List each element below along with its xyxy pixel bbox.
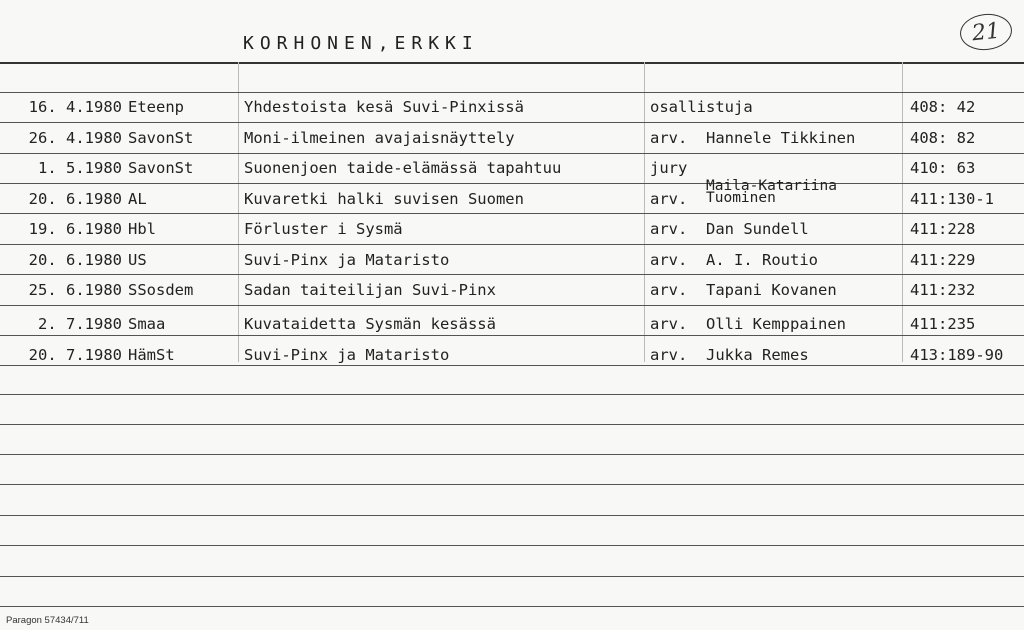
card-number-circle	[958, 11, 1013, 52]
entry-role: osallistuja	[650, 98, 753, 116]
entry-row	[0, 92, 1024, 122]
entry-reference: 411:235	[910, 315, 976, 333]
entry-reviewer: Dan Sundell	[706, 220, 809, 238]
entry-paper: Smaa	[128, 315, 166, 333]
ruled-line	[0, 305, 1024, 306]
entry-row	[0, 153, 1024, 183]
entry-reviewer: Tapani Kovanen	[706, 281, 837, 299]
card-footer-printmark: Paragon 57434/711	[6, 615, 89, 626]
entry-reviewer: Olli Kemppainen	[706, 315, 846, 333]
entry-paper: SavonSt	[128, 129, 194, 147]
entry-reference: 408: 42	[910, 98, 976, 116]
ruled-line	[0, 484, 1024, 485]
entry-paper: SSosdem	[128, 281, 194, 299]
entry-row	[0, 340, 1024, 370]
entry-paper: HämSt	[128, 346, 175, 364]
entry-title: Suvi-Pinx ja Mataristo	[244, 346, 450, 364]
ruled-line	[0, 454, 1024, 455]
entry-date: 20. 7.1980	[28, 346, 122, 364]
entry-role: arv.	[650, 190, 688, 208]
entry-date: 20. 6.1980	[28, 251, 122, 269]
entry-title: Kuvataidetta Sysmän kesässä	[244, 315, 496, 333]
entry-date: 20. 6.1980	[28, 190, 122, 208]
entry-paper: Hbl	[128, 220, 156, 238]
entry-paper: AL	[128, 190, 147, 208]
entry-role: arv.	[650, 251, 688, 269]
entry-row	[0, 309, 1024, 339]
entry-role: arv.	[650, 129, 688, 147]
entry-row	[0, 245, 1024, 275]
entry-reference: 411:232	[910, 281, 976, 299]
entry-title: Kuvaretki halki suvisen Suomen	[244, 190, 524, 208]
entry-reviewer: Jukka Remes	[706, 346, 809, 364]
entry-title: Yhdestoista kesä Suvi-Pinxissä	[244, 98, 524, 116]
entry-role: jury	[650, 159, 688, 177]
entry-paper: SavonSt	[128, 159, 194, 177]
header-rule	[0, 62, 1024, 64]
ruled-line	[0, 576, 1024, 577]
card-number: 21	[970, 18, 1002, 46]
card-header-name: KORHONEN,ERKKI	[243, 33, 479, 54]
entry-reference: 411:229	[910, 251, 976, 269]
entry-date: 19. 6.1980	[28, 220, 122, 238]
entry-date: 26. 4.1980	[28, 129, 122, 147]
entry-row	[0, 214, 1024, 244]
ruled-line	[0, 394, 1024, 395]
entry-title: Suonenjoen taide-elämässä tapahtuu	[244, 159, 562, 177]
entry-row	[0, 123, 1024, 153]
entry-reviewer: A. I. Routio	[706, 251, 818, 269]
entry-reference: 411:228	[910, 220, 976, 238]
entry-row	[0, 178, 1024, 214]
entry-reviewer: Hannele Tikkinen	[706, 129, 856, 147]
entry-role: arv.	[650, 315, 688, 333]
entry-title: Förluster i Sysmä	[244, 220, 403, 238]
ruled-line	[0, 515, 1024, 516]
entry-date: 16. 4.1980	[28, 98, 122, 116]
entry-reference: 408: 82	[910, 129, 976, 147]
entry-date: 1. 5.1980	[38, 159, 122, 177]
entry-paper: US	[128, 251, 147, 269]
entry-date: 2. 7.1980	[38, 315, 122, 333]
entry-role: arv.	[650, 220, 688, 238]
entry-reference: 411:130-1	[910, 190, 994, 208]
entry-title: Sadan taiteilijan Suvi-Pinx	[244, 281, 496, 299]
entry-title: Moni-ilmeinen avajaisnäyttely	[244, 129, 515, 147]
entry-reference: 413:189-90	[910, 346, 1004, 364]
entry-title: Suvi-Pinx ja Mataristo	[244, 251, 450, 269]
entry-role: arv.	[650, 346, 688, 364]
ruled-line	[0, 545, 1024, 546]
entry-paper: Eteenp	[128, 98, 184, 116]
ruled-line	[0, 424, 1024, 425]
entry-reviewer: Maila-Katariina Tuominen	[706, 178, 837, 206]
ruled-line	[0, 606, 1024, 607]
entry-row	[0, 275, 1024, 305]
entry-date: 25. 6.1980	[28, 281, 122, 299]
entry-role: arv.	[650, 281, 688, 299]
entry-reference: 410: 63	[910, 159, 976, 177]
